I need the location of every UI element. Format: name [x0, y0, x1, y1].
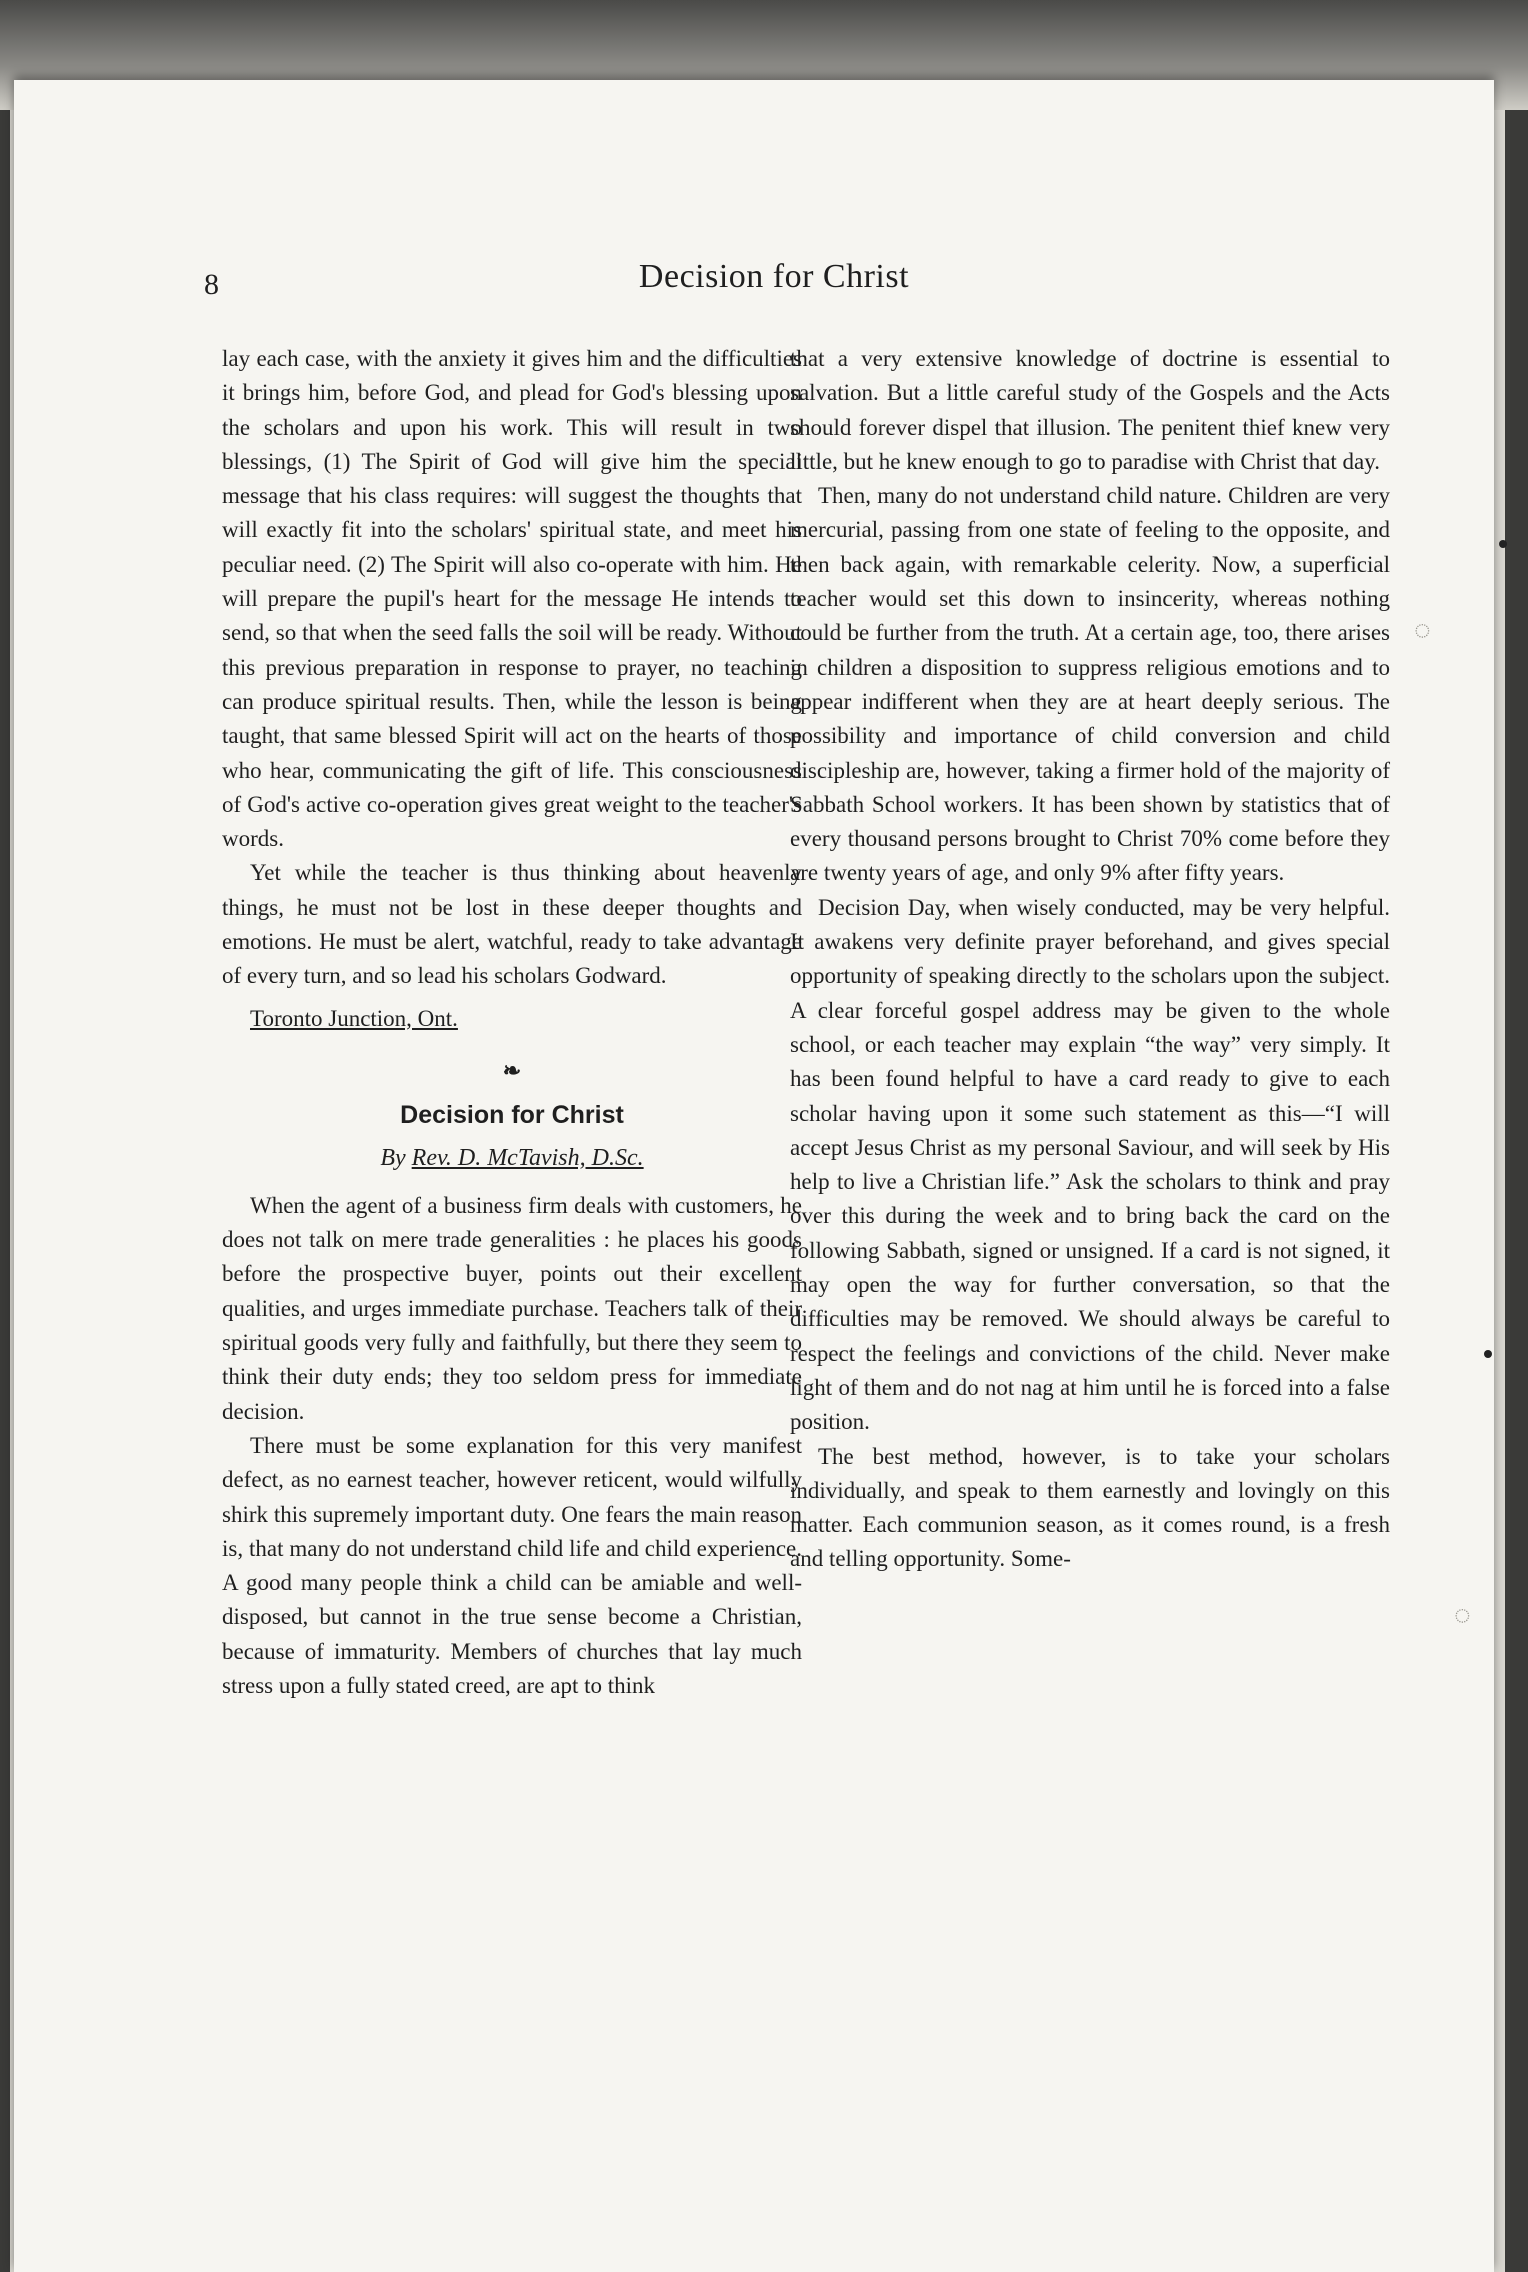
- document-page: [14, 80, 1494, 2272]
- page-number: 8: [204, 268, 219, 301]
- byline-prefix: By: [380, 1144, 406, 1171]
- right-column: [790, 342, 1390, 1577]
- paragraph: There must be some explanation for this very manifest defect, as no earnest teacher, however reticent, would wilfully shirk this supremely important duty. One fears the main reason is, that many do not understand child life and child experience. A good many people think a child can be amiable and well-disposed, but cannot in the true sense become a Christian, because of immaturity. Members of churches that lay much stress upon a fully stated creed, are apt to think: [222, 1432, 802, 1698]
- scan-speck: [1484, 1350, 1492, 1358]
- margin-mark-icon: ◌: [1414, 615, 1431, 646]
- margin-mark-icon: ◌: [1454, 1600, 1471, 1631]
- byline: [222, 1141, 802, 1175]
- paragraph: When the agent of a business firm deals with customers, he does not talk on mere trade generalities : he places his goods before the prospective buyer, points out their excellent qualities, and urges immediate purchase. Teachers talk of their spiritual goods very fully and faithfully, but there they seem to think their duty ends; they too seldom press for immediate decision.: [222, 1192, 802, 1424]
- left-column: [222, 342, 802, 1703]
- paragraph: Then, many do not understand child nature. Children are very mercurial, passing from one state of feeling to the opposite, and then back again, with remarkable celerity. Now, a superficial teacher would set this down to insincerity, whereas nothing could be further from the truth. At a certain age, too, there arises in children a disposition to suppress religious emotions and to appear indifferent when they are at heart deeply serious. The possibility and importance of child conversion and child discipleship are, however, taking a firmer hold of the majority of Sabbath School workers. It has been shown by statistics that of every thousand persons brought to Christ 70% come before they are twenty years of age, and only 9% after fifty years.: [790, 483, 1390, 886]
- scan-speck: [1499, 540, 1507, 548]
- paragraph: Yet while the teacher is thus thinking about heavenly things, he must not be lost in these deeper thoughts and emotions. He must be alert, watchful, ready to take advantage of every turn, and so lead his scholars Godward.: [222, 860, 802, 989]
- location-signoff: Toronto Junction, Ont.: [250, 1005, 458, 1031]
- running-title: Decision for Christ: [638, 258, 910, 295]
- ornament-icon: ❧: [502, 1057, 522, 1083]
- paragraph: lay each case, with the anxiety it gives him and the difficulties it brings him, before God, and plead for God's blessing upon the scholars and upon his work. This will result in two blessings, (1) The Spirit of God will give him the special message that his class requires: will suggest the thoughts that will exactly fit into the scholars' spiritual state, and meet his peculiar need. (2) The Spirit will also co-operate with him. He will prepare the pupil's heart for the message He intends to send, so that when the seed falls the soil will be ready. Without this previous preparation in response to prayer, no teaching can produce spiritual results. Then, while the lesson is being taught, that same blessed Spirit will act on the hearts of those who hear, communicating the gift of life. This consciousness of God's active co-operation gives great weight to the teacher's words.: [222, 346, 802, 852]
- paragraph: Decision Day, when wisely conducted, may be very helpful. It awakens very definite prayer beforehand, and gives special opportunity of speaking directly to the scholars upon the subject. A clear forceful gospel address may be given to the whole school, or each teacher may explain “the way” very simply. It has been found helpful to have a card ready to give to each scholar having upon it some such statement as this—“I will accept Jesus Christ as my personal Saviour, and will seek by His help to live a Christian life.” Ask the scholars to think and pray over this during the week and to bring back the card on the following Sabbath, signed or unsigned. If a card is not signed, it may open the way for further conversation, so that the difficulties may be removed. We should always be careful to respect the feelings and convictions of the child. Never make light of them and do not nag at him until he is forced into a false position.: [790, 894, 1390, 1435]
- paragraph: The best method, however, is to take your scholars individually, and speak to them earnestly and lovingly on this matter. Each communion season, as it comes round, is a fresh and telling opportunity. Some-: [790, 1443, 1390, 1572]
- article-title: Decision for Christ: [400, 1101, 624, 1130]
- byline-author: Rev. D. McTavish, D.Sc.: [411, 1144, 644, 1171]
- page-header: [204, 258, 1344, 318]
- paragraph: that a very extensive knowledge of doctrine is essential to salvation. But a little careful study of the Gospels and the Acts should forever dispel that illusion. The penitent thief knew very little, but he knew enough to go to paradise with Christ that day.: [790, 346, 1390, 474]
